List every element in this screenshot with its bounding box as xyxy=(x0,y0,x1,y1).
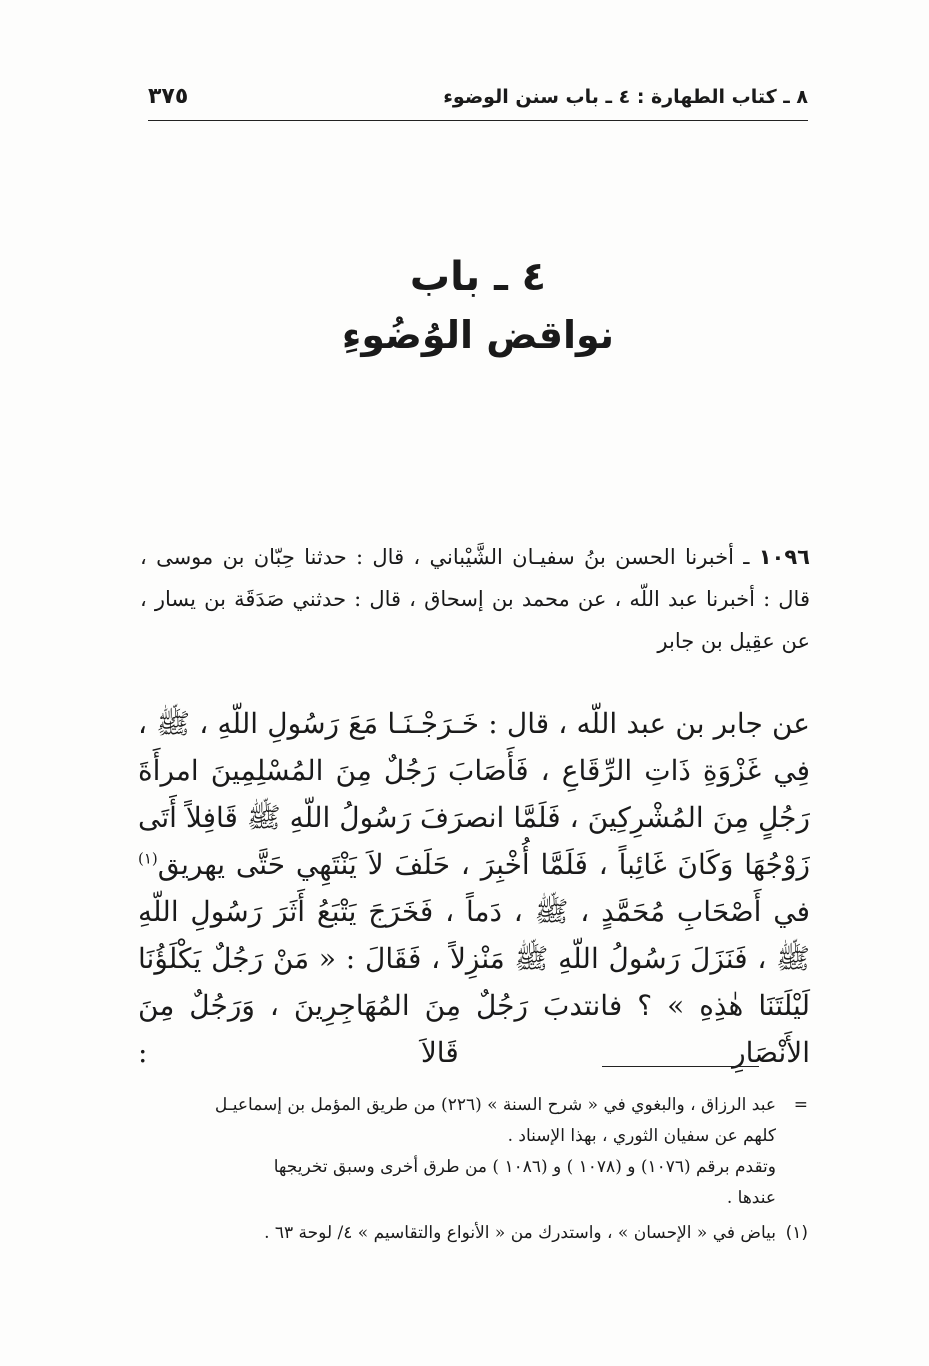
hadith-number: ١٠٩٦ xyxy=(758,545,810,569)
matn-paragraph xyxy=(138,700,810,1076)
footnote-cross-reference: وتقدم برقم (١٠٧٦) و (١٠٧٨ ) و (١٠٨٦ ) من طرق أخرى وسبق تخريجها xyxy=(273,1157,776,1177)
matn-text-after-ref: في أَصْحَابِ مُحَمَّدٍ ، ﷺ ، دَماً ، فَخَرَجَ يَتْبَعُ أَثَرَ رَسُولِ اللّهِ ﷺ ، فَنَزَلَ رَسُولُ اللّهِ ﷺ مَنْزِلاً ، فَقَالَ : « مَنْ رَجُلٌ يَكْلَؤُنَا لَيْلَتَنَا هٰذِهِ » ؟ فانتدبَ رَجُلٌ مِنَ المُهَاجِرِينَ ، وَرَجُلٌ مِنَ الأَنْصَارِ قَالاَ : xyxy=(138,895,810,1069)
chapter-heading xyxy=(148,248,808,364)
footnote-1-text: بياض في « الإحسان » ، واستدرك من « الأنواع والتقاسيم » ٤/ لوحة ٦٣ . xyxy=(264,1223,776,1243)
running-header xyxy=(148,86,808,116)
footnote-continuation xyxy=(140,1090,808,1214)
footnote-1 xyxy=(140,1218,808,1249)
footnotes xyxy=(140,1090,808,1253)
page-number: ٣٧٥ xyxy=(148,84,189,109)
matn-text xyxy=(138,700,810,1076)
footnote-continuation-line: كلهم عن سفيان الثوري ، بهذا الإسناد . xyxy=(507,1126,776,1146)
running-title: ٨ ـ كتاب الطهارة : ٤ ـ باب سنن الوضوء xyxy=(443,86,808,108)
header-rule xyxy=(148,120,808,121)
footnote-separator xyxy=(602,1066,759,1067)
isnad-paragraph xyxy=(140,536,810,662)
chapter-number: ٤ ـ باب xyxy=(409,254,547,300)
footnote-continuation-line: عبد الرزاق ، والبغوي في « شرح السنة » (٢٢٦) من طريق المؤمل بن إسماعيـل xyxy=(214,1095,776,1115)
matn-text-before-ref: عن جابر بن عبد اللّه ، قال : خَـرَجْـنَـا مَعَ رَسُولِ اللّهِ ، ﷺ ، فِي غَزْوَةِ ذَاتِ الرِّقَاعِ ، فَأَصَابَ رَجُلٌ مِنَ المُسْلِمِينَ امرأَةَ رَجُلٍ مِنَ المُشْرِكِينَ ، فَلَمَّا انصرَفَ رَسُولُ اللّهِ ﷺ قَافِلاً أَتَى زَوْجُهَا وَكَانَ غَائِباً ، فَلَمَّا أُخْبِرَ ، حَلَفَ لاَ يَنْتَهِي حَتَّى يهريق xyxy=(138,707,810,881)
chapter-title: نواقض الوُضُوءِ xyxy=(341,313,615,357)
continuation-mark: = xyxy=(793,1095,808,1115)
footnote-reference: (١) xyxy=(138,849,158,868)
footnote-cross-reference: عندها . xyxy=(726,1188,776,1208)
footnote-1-mark: (١) xyxy=(785,1223,808,1243)
isnad-text: ـ أخبرنا الحسن بنُ سفيـان الشَّيْباني ، قال : حدثنا حِبّان بن موسى ، قال : أخبرنا عبد اللّه ، عن محمد بن إسحاق ، قال : حدثني صَدَقَة بن يسار ، عن عقِيل بن جابر xyxy=(140,545,810,653)
